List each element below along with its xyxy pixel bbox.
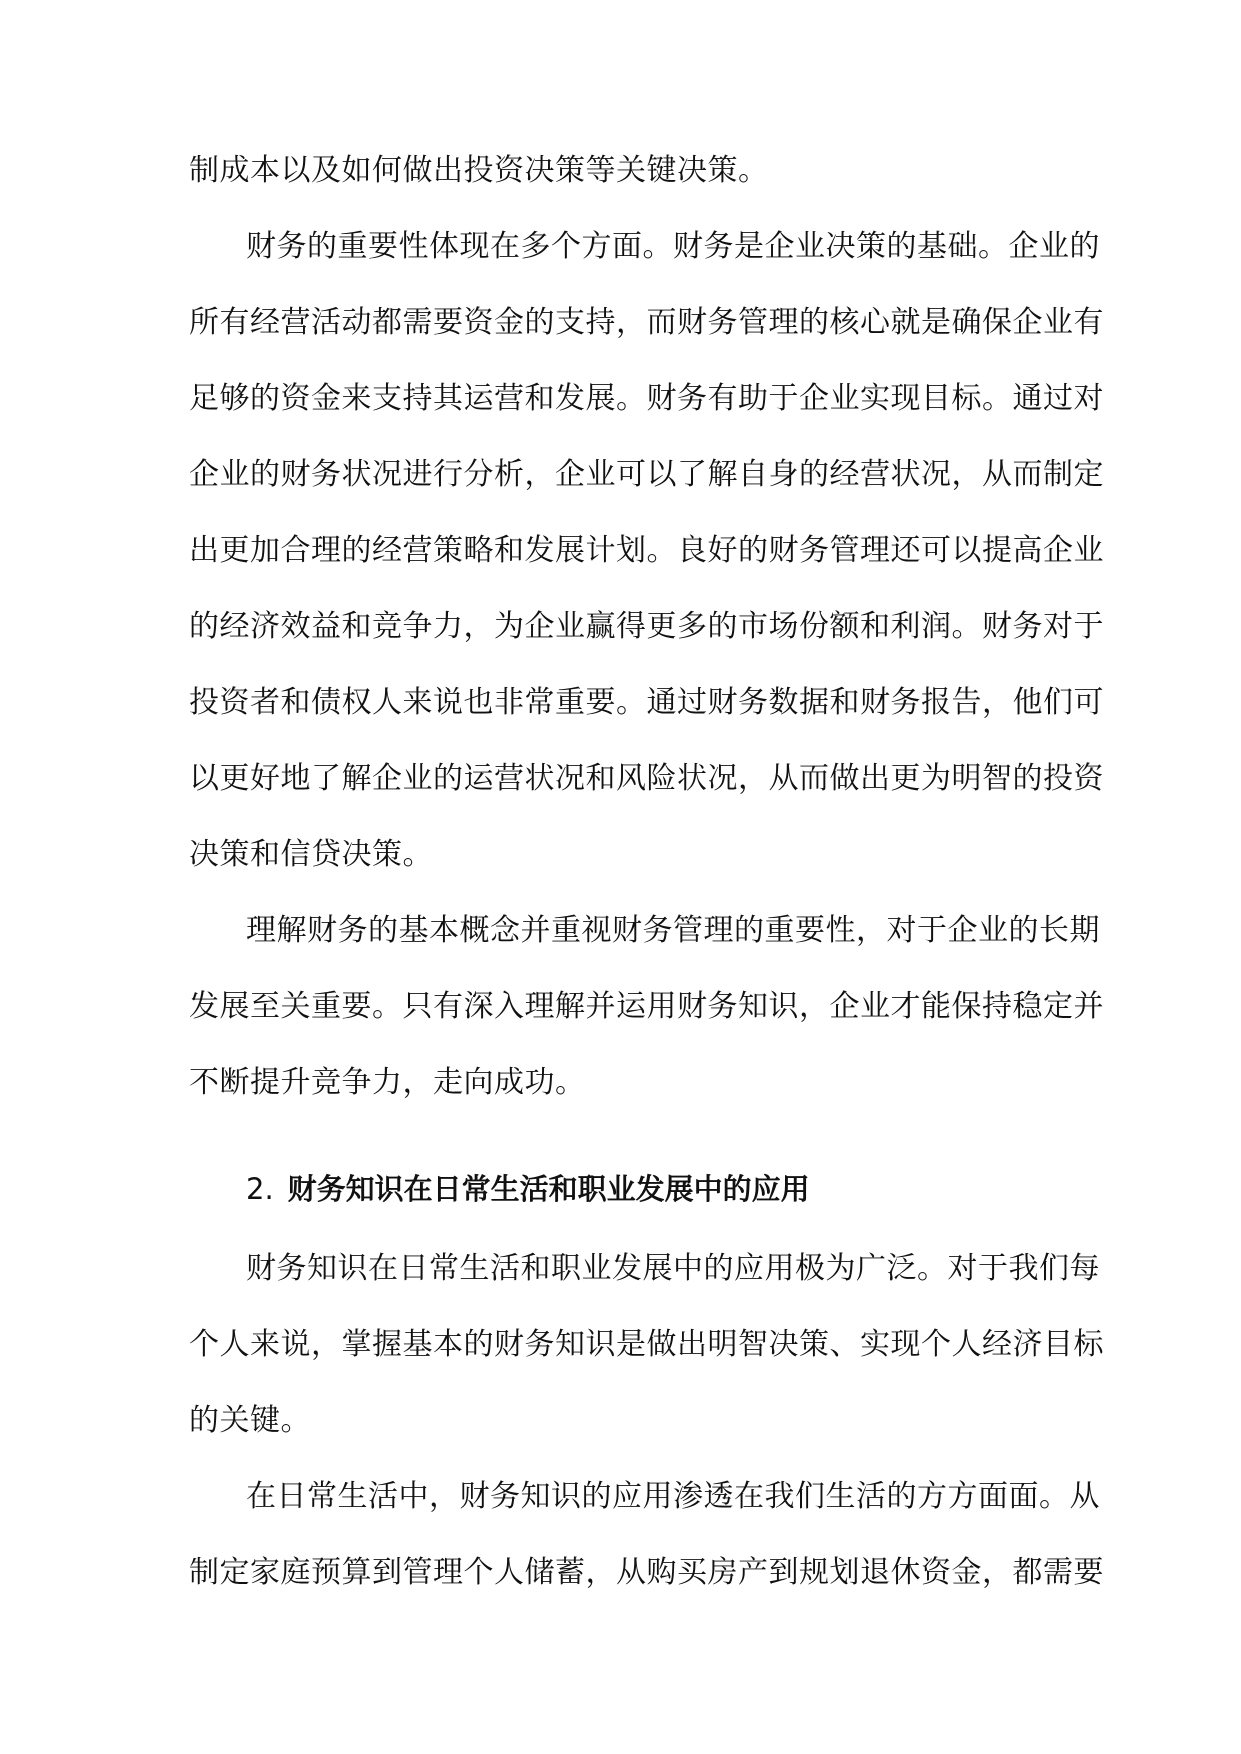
paragraph-5-line-2: 制定家庭预算到管理个人储蓄，从购买房产到规划退休资金，都需要 [189,1555,1104,1590]
paragraph-2-line-9: 决策和信贷决策。 [189,837,433,872]
paragraph-2-line-6: 的经济效益和竞争力，为企业赢得更多的市场份额和利润。财务对于 [189,609,1104,644]
paragraph-3-line-2: 发展至关重要。只有深入理解并运用财务知识，企业才能保持稳定并 [189,989,1104,1024]
paragraph-2-line-2: 所有经营活动都需要资金的支持，而财务管理的核心就是确保企业有 [189,305,1104,340]
paragraph-2-line-1: 财务的重要性体现在多个方面。财务是企业决策的基础。企业的 [246,229,1100,264]
section-number: 2. [246,1172,274,1206]
paragraph-2-line-8: 以更好地了解企业的运营状况和风险状况，从而做出更为明智的投资 [189,761,1104,796]
paragraph-4-line-3: 的关键。 [189,1403,311,1438]
paragraph-4-line-2: 个人来说，掌握基本的财务知识是做出明智决策、实现个人经济目标 [189,1327,1104,1362]
paragraph-4-line-1: 财务知识在日常生活和职业发展中的应用极为广泛。对于我们每 [246,1251,1100,1286]
paragraph-1-line-1: 制成本以及如何做出投资决策等关键决策。 [189,153,769,188]
section-heading [246,1169,1046,1209]
paragraph-3-line-3: 不断提升竞争力，走向成功。 [189,1065,586,1100]
paragraph-3-line-1: 理解财务的基本概念并重视财务管理的重要性，对于企业的长期 [246,913,1100,948]
section-title: 财务知识在日常生活和职业发展中的应用 [287,1172,810,1206]
paragraph-2-line-7: 投资者和债权人来说也非常重要。通过财务数据和财务报告，他们可 [189,685,1104,720]
paragraph-2-line-5: 出更加合理的经营策略和发展计划。良好的财务管理还可以提高企业 [189,533,1104,568]
paragraph-2-line-3: 足够的资金来支持其运营和发展。财务有助于企业实现目标。通过对 [189,381,1104,416]
paragraph-5-line-1: 在日常生活中，财务知识的应用渗透在我们生活的方方面面。从 [246,1479,1100,1514]
paragraph-2-line-4: 企业的财务状况进行分析，企业可以了解自身的经营状况，从而制定 [189,457,1104,492]
